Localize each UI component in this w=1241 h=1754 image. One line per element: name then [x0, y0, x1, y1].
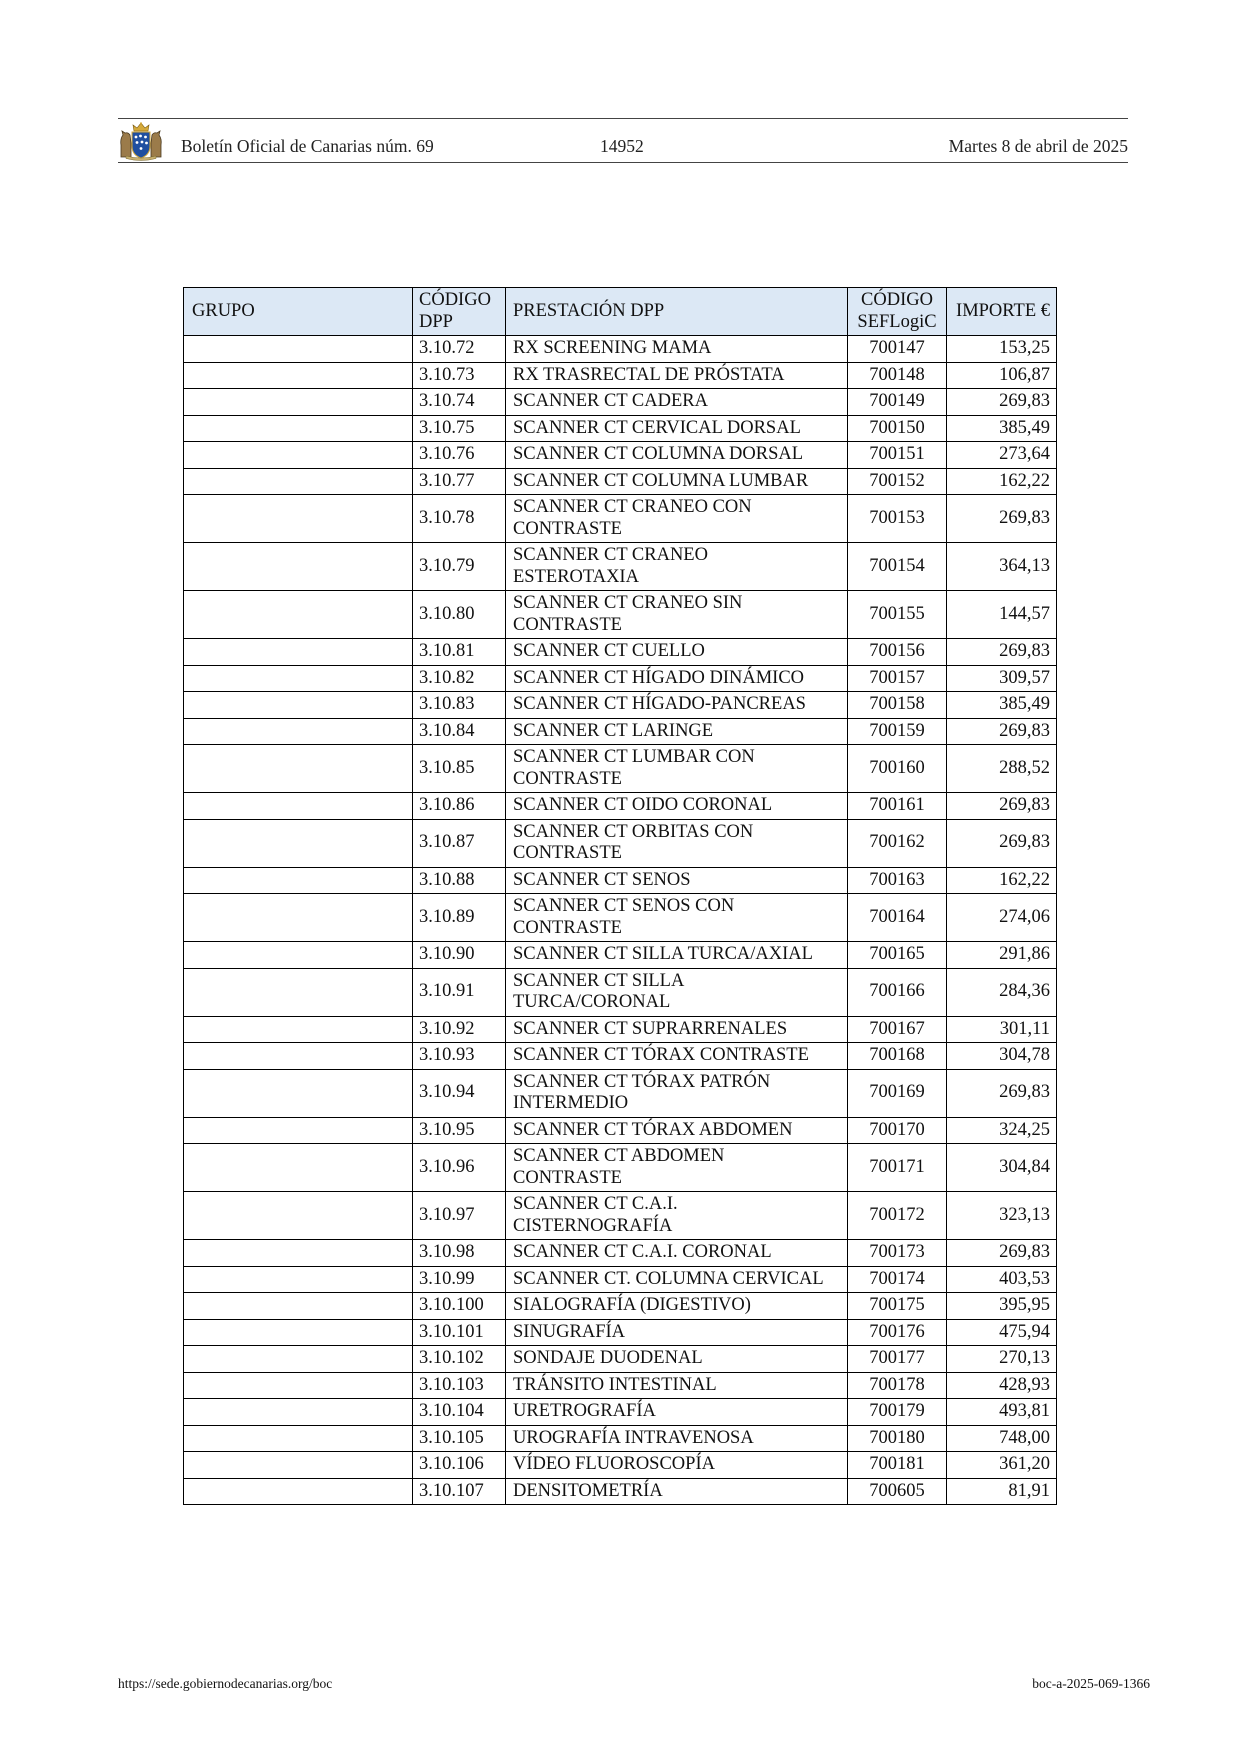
table-row	[184, 1016, 1057, 1043]
codigo-seflogic-cell: 700179	[848, 1399, 947, 1426]
codigo-seflogic-cell: 700155	[848, 591, 947, 639]
table-row	[184, 1240, 1057, 1267]
table-row	[184, 495, 1057, 543]
codigo-dpp-cell: 3.10.87	[413, 819, 506, 867]
grupo-cell	[184, 591, 413, 639]
column-header-prestacion: PRESTACIÓN DPP	[506, 288, 848, 336]
importe-cell: 269,83	[947, 819, 1057, 867]
table-row	[184, 819, 1057, 867]
importe-cell: 270,13	[947, 1346, 1057, 1373]
importe-cell: 309,57	[947, 665, 1057, 692]
grupo-cell	[184, 1043, 413, 1070]
prestacion-cell: UROGRAFÍA INTRAVENOSA	[506, 1425, 848, 1452]
importe-cell: 493,81	[947, 1399, 1057, 1426]
codigo-seflogic-cell: 700161	[848, 793, 947, 820]
prestacion-cell: SCANNER CT OIDO CORONAL	[506, 793, 848, 820]
grupo-cell	[184, 1452, 413, 1479]
prestacion-cell: SCANNER CT CRANEO CON CONTRASTE	[506, 495, 848, 543]
codigo-seflogic-cell: 700167	[848, 1016, 947, 1043]
codigo-dpp-cell: 3.10.106	[413, 1452, 506, 1479]
codigo-seflogic-cell: 700177	[848, 1346, 947, 1373]
codigo-dpp-cell: 3.10.89	[413, 894, 506, 942]
codigo-dpp-cell: 3.10.107	[413, 1478, 506, 1505]
grupo-cell	[184, 894, 413, 942]
importe-cell: 291,86	[947, 942, 1057, 969]
grupo-cell	[184, 1478, 413, 1505]
codigo-dpp-cell: 3.10.93	[413, 1043, 506, 1070]
prestacion-cell: URETROGRAFÍA	[506, 1399, 848, 1426]
prestacion-cell: SCANNER CT SILLA TURCA/CORONAL	[506, 968, 848, 1016]
grupo-cell	[184, 1192, 413, 1240]
codigo-dpp-cell: 3.10.90	[413, 942, 506, 969]
codigo-dpp-cell: 3.10.91	[413, 968, 506, 1016]
codigo-dpp-cell: 3.10.101	[413, 1319, 506, 1346]
prestacion-cell: SCANNER CT LARINGE	[506, 718, 848, 745]
prestacion-cell: SCANNER CT TÓRAX ABDOMEN	[506, 1117, 848, 1144]
importe-cell: 269,83	[947, 1069, 1057, 1117]
codigo-seflogic-cell: 700172	[848, 1192, 947, 1240]
prestacion-cell: SCANNER CT SENOS CON CONTRASTE	[506, 894, 848, 942]
table-row	[184, 1319, 1057, 1346]
codigo-seflogic-cell: 700156	[848, 639, 947, 666]
grupo-cell	[184, 1319, 413, 1346]
table-row	[184, 1452, 1057, 1479]
grupo-cell	[184, 1399, 413, 1426]
grupo-cell	[184, 389, 413, 416]
codigo-dpp-cell: 3.10.86	[413, 793, 506, 820]
prestacion-cell: SCANNER CT CRANEO ESTEROTAXIA	[506, 543, 848, 591]
table-row	[184, 942, 1057, 969]
prestacion-cell: SCANNER CT C.A.I. CORONAL	[506, 1240, 848, 1267]
grupo-cell	[184, 1372, 413, 1399]
codigo-seflogic-cell: 700173	[848, 1240, 947, 1267]
grupo-cell	[184, 1346, 413, 1373]
grupo-cell	[184, 1069, 413, 1117]
codigo-dpp-cell: 3.10.74	[413, 389, 506, 416]
table-body	[184, 336, 1057, 1505]
codigo-seflogic-cell: 700180	[848, 1425, 947, 1452]
importe-cell: 304,78	[947, 1043, 1057, 1070]
table-row	[184, 1293, 1057, 1320]
codigo-dpp-cell: 3.10.79	[413, 543, 506, 591]
codigo-seflogic-cell: 700169	[848, 1069, 947, 1117]
grupo-cell	[184, 1425, 413, 1452]
codigo-dpp-cell: 3.10.76	[413, 442, 506, 469]
table-row	[184, 591, 1057, 639]
prestacion-cell: SCANNER CT ORBITAS CON CONTRASTE	[506, 819, 848, 867]
codigo-seflogic-cell: 700150	[848, 415, 947, 442]
grupo-cell	[184, 665, 413, 692]
grupo-cell	[184, 336, 413, 363]
prestacion-cell: SCANNER CT TÓRAX PATRÓN INTERMEDIO	[506, 1069, 848, 1117]
table-header-row	[184, 288, 1057, 336]
table-row	[184, 389, 1057, 416]
prestacion-cell: SCANNER CT ABDOMEN CONTRASTE	[506, 1144, 848, 1192]
codigo-dpp-cell: 3.10.72	[413, 336, 506, 363]
codigo-seflogic-cell: 700178	[848, 1372, 947, 1399]
codigo-dpp-cell: 3.10.85	[413, 745, 506, 793]
prestacion-cell: SCANNER CT COLUMNA DORSAL	[506, 442, 848, 469]
prestacion-cell: TRÁNSITO INTESTINAL	[506, 1372, 848, 1399]
table-row	[184, 1266, 1057, 1293]
prestacion-cell: RX SCREENING MAMA	[506, 336, 848, 363]
prestacion-cell: SCANNER CT CERVICAL DORSAL	[506, 415, 848, 442]
importe-cell: 324,25	[947, 1117, 1057, 1144]
codigo-dpp-cell: 3.10.98	[413, 1240, 506, 1267]
table-row	[184, 415, 1057, 442]
importe-cell: 162,22	[947, 867, 1057, 894]
table-row	[184, 1478, 1057, 1505]
table-row	[184, 718, 1057, 745]
prestacion-cell: SCANNER CT CADERA	[506, 389, 848, 416]
grupo-cell	[184, 1117, 413, 1144]
table-row	[184, 1144, 1057, 1192]
importe-cell: 269,83	[947, 639, 1057, 666]
importe-cell: 364,13	[947, 543, 1057, 591]
importe-cell: 361,20	[947, 1452, 1057, 1479]
prestacion-cell: SCANNER CT TÓRAX CONTRASTE	[506, 1043, 848, 1070]
table-row	[184, 639, 1057, 666]
codigo-seflogic-cell: 700154	[848, 543, 947, 591]
prestacion-cell: SCANNER CT. COLUMNA CERVICAL	[506, 1266, 848, 1293]
grupo-cell	[184, 442, 413, 469]
grupo-cell	[184, 639, 413, 666]
column-header-codigo-dpp: CÓDIGO DPP	[413, 288, 506, 336]
prestacion-cell: VÍDEO FLUOROSCOPÍA	[506, 1452, 848, 1479]
codigo-dpp-cell: 3.10.95	[413, 1117, 506, 1144]
codigo-seflogic-cell: 700160	[848, 745, 947, 793]
importe-cell: 162,22	[947, 468, 1057, 495]
prestacion-cell: SCANNER CT SILLA TURCA/AXIAL	[506, 942, 848, 969]
table-row	[184, 1346, 1057, 1373]
prestacion-cell: SCANNER CT HÍGADO DINÁMICO	[506, 665, 848, 692]
codigo-seflogic-cell: 700162	[848, 819, 947, 867]
column-header-codigo-seflogic: CÓDIGO SEFLogiC	[848, 288, 947, 336]
importe-cell: 385,49	[947, 415, 1057, 442]
table-row	[184, 1043, 1057, 1070]
prestacion-cell: SCANNER CT SENOS	[506, 867, 848, 894]
prestacion-cell: SCANNER CT CRANEO SIN CONTRASTE	[506, 591, 848, 639]
codigo-dpp-cell: 3.10.99	[413, 1266, 506, 1293]
importe-cell: 81,91	[947, 1478, 1057, 1505]
codigo-dpp-cell: 3.10.77	[413, 468, 506, 495]
grupo-cell	[184, 942, 413, 969]
table-row	[184, 867, 1057, 894]
grupo-cell	[184, 745, 413, 793]
header-bottom-rule	[118, 162, 1128, 163]
importe-cell: 144,57	[947, 591, 1057, 639]
importe-cell: 269,83	[947, 1240, 1057, 1267]
codigo-seflogic-cell: 700164	[848, 894, 947, 942]
document-id: boc-a-2025-069-1366	[1032, 1676, 1150, 1691]
codigo-seflogic-cell: 700148	[848, 362, 947, 389]
codigo-seflogic-cell: 700176	[848, 1319, 947, 1346]
prestaciones-table	[183, 287, 1057, 1505]
grupo-cell	[184, 793, 413, 820]
grupo-cell	[184, 362, 413, 389]
codigo-seflogic-cell: 700168	[848, 1043, 947, 1070]
codigo-seflogic-cell: 700170	[848, 1117, 947, 1144]
codigo-dpp-cell: 3.10.100	[413, 1293, 506, 1320]
grupo-cell	[184, 968, 413, 1016]
table-row	[184, 468, 1057, 495]
codigo-dpp-cell: 3.10.97	[413, 1192, 506, 1240]
codigo-dpp-cell: 3.10.82	[413, 665, 506, 692]
importe-cell: 288,52	[947, 745, 1057, 793]
grupo-cell	[184, 1144, 413, 1192]
table-row	[184, 968, 1057, 1016]
page-number: 14952	[600, 136, 644, 156]
importe-cell: 269,83	[947, 495, 1057, 543]
codigo-seflogic-cell: 700171	[848, 1144, 947, 1192]
importe-cell: 269,83	[947, 718, 1057, 745]
importe-cell: 428,93	[947, 1372, 1057, 1399]
grupo-cell	[184, 1016, 413, 1043]
prestacion-cell: SONDAJE DUODENAL	[506, 1346, 848, 1373]
table-row	[184, 665, 1057, 692]
table-row	[184, 1399, 1057, 1426]
codigo-seflogic-cell: 700166	[848, 968, 947, 1016]
publication-title: Boletín Oficial de Canarias núm. 69	[181, 136, 434, 156]
prestacion-cell: SCANNER CT COLUMNA LUMBAR	[506, 468, 848, 495]
codigo-seflogic-cell: 700159	[848, 718, 947, 745]
codigo-dpp-cell: 3.10.104	[413, 1399, 506, 1426]
codigo-seflogic-cell: 700165	[848, 942, 947, 969]
importe-cell: 284,36	[947, 968, 1057, 1016]
importe-cell: 273,64	[947, 442, 1057, 469]
table-row	[184, 1069, 1057, 1117]
grupo-cell	[184, 468, 413, 495]
codigo-dpp-cell: 3.10.88	[413, 867, 506, 894]
publication-date: Martes 8 de abril de 2025	[948, 136, 1128, 156]
grupo-cell	[184, 1240, 413, 1267]
prestacion-cell: DENSITOMETRÍA	[506, 1478, 848, 1505]
codigo-seflogic-cell: 700153	[848, 495, 947, 543]
table-row	[184, 362, 1057, 389]
codigo-dpp-cell: 3.10.80	[413, 591, 506, 639]
grupo-cell	[184, 1293, 413, 1320]
prestacion-cell: SIALOGRAFÍA (DIGESTIVO)	[506, 1293, 848, 1320]
codigo-dpp-cell: 3.10.94	[413, 1069, 506, 1117]
prestacion-cell: SCANNER CT HÍGADO-PANCREAS	[506, 692, 848, 719]
table-row	[184, 1192, 1057, 1240]
table-row	[184, 1425, 1057, 1452]
grupo-cell	[184, 692, 413, 719]
table-row	[184, 793, 1057, 820]
importe-cell: 304,84	[947, 1144, 1057, 1192]
codigo-dpp-cell: 3.10.75	[413, 415, 506, 442]
grupo-cell	[184, 867, 413, 894]
codigo-dpp-cell: 3.10.102	[413, 1346, 506, 1373]
importe-cell: 385,49	[947, 692, 1057, 719]
grupo-cell	[184, 819, 413, 867]
grupo-cell	[184, 415, 413, 442]
table-row	[184, 745, 1057, 793]
importe-cell: 748,00	[947, 1425, 1057, 1452]
canarias-coat-of-arms-icon	[118, 121, 164, 161]
importe-cell: 269,83	[947, 389, 1057, 416]
table-row	[184, 1117, 1057, 1144]
table-row	[184, 442, 1057, 469]
codigo-seflogic-cell: 700605	[848, 1478, 947, 1505]
codigo-seflogic-cell: 700147	[848, 336, 947, 363]
codigo-seflogic-cell: 700152	[848, 468, 947, 495]
table-row	[184, 1372, 1057, 1399]
codigo-seflogic-cell: 700175	[848, 1293, 947, 1320]
codigo-seflogic-cell: 700151	[848, 442, 947, 469]
grupo-cell	[184, 543, 413, 591]
table-header	[184, 288, 1057, 336]
table-row	[184, 894, 1057, 942]
prestacion-cell: SCANNER CT LUMBAR CON CONTRASTE	[506, 745, 848, 793]
prestacion-cell: SCANNER CT CUELLO	[506, 639, 848, 666]
codigo-dpp-cell: 3.10.84	[413, 718, 506, 745]
importe-cell: 475,94	[947, 1319, 1057, 1346]
codigo-dpp-cell: 3.10.92	[413, 1016, 506, 1043]
column-header-importe: IMPORTE €	[947, 288, 1057, 336]
codigo-seflogic-cell: 700157	[848, 665, 947, 692]
prestacion-cell: RX TRASRECTAL DE PRÓSTATA	[506, 362, 848, 389]
importe-cell: 301,11	[947, 1016, 1057, 1043]
header-top-rule	[118, 118, 1128, 119]
codigo-dpp-cell: 3.10.83	[413, 692, 506, 719]
codigo-seflogic-cell: 700181	[848, 1452, 947, 1479]
prestacion-cell: SINUGRAFÍA	[506, 1319, 848, 1346]
codigo-seflogic-cell: 700158	[848, 692, 947, 719]
importe-cell: 153,25	[947, 336, 1057, 363]
importe-cell: 269,83	[947, 793, 1057, 820]
codigo-seflogic-cell: 700174	[848, 1266, 947, 1293]
table-row	[184, 543, 1057, 591]
grupo-cell	[184, 718, 413, 745]
table-row	[184, 336, 1057, 363]
codigo-dpp-cell: 3.10.81	[413, 639, 506, 666]
importe-cell: 323,13	[947, 1192, 1057, 1240]
prestacion-cell: SCANNER CT C.A.I. CISTERNOGRAFÍA	[506, 1192, 848, 1240]
prestacion-cell: SCANNER CT SUPRARRENALES	[506, 1016, 848, 1043]
footer-url-link[interactable]: https://sede.gobiernodecanarias.org/boc	[118, 1676, 333, 1691]
importe-cell: 106,87	[947, 362, 1057, 389]
grupo-cell	[184, 1266, 413, 1293]
codigo-seflogic-cell: 700163	[848, 867, 947, 894]
codigo-dpp-cell: 3.10.105	[413, 1425, 506, 1452]
codigo-dpp-cell: 3.10.78	[413, 495, 506, 543]
column-header-grupo: GRUPO	[184, 288, 413, 336]
table-row	[184, 692, 1057, 719]
grupo-cell	[184, 495, 413, 543]
codigo-dpp-cell: 3.10.103	[413, 1372, 506, 1399]
importe-cell: 274,06	[947, 894, 1057, 942]
importe-cell: 403,53	[947, 1266, 1057, 1293]
codigo-seflogic-cell: 700149	[848, 389, 947, 416]
codigo-dpp-cell: 3.10.73	[413, 362, 506, 389]
codigo-dpp-cell: 3.10.96	[413, 1144, 506, 1192]
importe-cell: 395,95	[947, 1293, 1057, 1320]
